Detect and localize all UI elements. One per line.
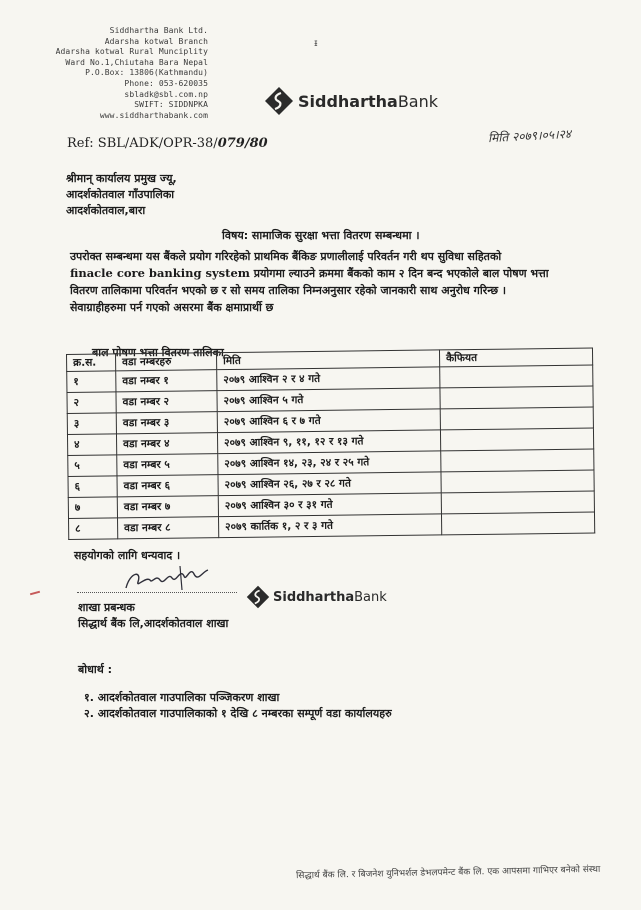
column-header-sn: क्र.स.: [67, 354, 116, 372]
cell-sn: ७: [68, 497, 117, 519]
cell-sn: २: [67, 392, 116, 414]
address-line: SWIFT: SIDDNPKA: [134, 100, 208, 110]
column-header-ward: वडा नम्बरहरु: [116, 353, 217, 371]
distribution-schedule-table: [66, 348, 595, 540]
cell-remarks: [441, 491, 594, 514]
bank-logo-header: [264, 86, 438, 116]
addressee-line: श्रीमान् कार्यालय प्रमुख ज्यू,: [66, 172, 177, 185]
cc-list: [84, 690, 392, 722]
cell-date: २०७९ आश्विन १४, २३, २४ र २५ गते: [218, 451, 441, 475]
cell-remarks: [440, 365, 593, 388]
cell-ward: वडा नम्बर ४: [116, 433, 217, 455]
cell-remarks: [441, 512, 594, 535]
cell-ward: वडा नम्बर २: [116, 391, 217, 413]
cell-date: २०७९ आश्विन ९, ११, १२ र १३ गते: [217, 430, 440, 454]
cell-sn: ३: [67, 413, 116, 435]
cell-date: २०७९ आश्विन ५ गते: [217, 388, 440, 412]
body-line: वितरण तालिकामा परिवर्तन भएको छ र सो समय तालिका निम्नअनुसार रहेको जानकारी साथ अनुरोध गरिन्छ ।: [70, 284, 507, 297]
address-line: Phone: 053-620035: [124, 78, 208, 88]
signature-line: [77, 592, 237, 593]
stray-mark: ᵻ: [314, 38, 318, 49]
addressee-line: आदर्शकोतवाल गाँउपालिका: [66, 188, 175, 201]
address-line: sbladk@sbl.com.np: [124, 89, 208, 99]
body-line: उपरोक्त सम्बन्धमा यस बैंकले प्रयोग गरिरहेको प्राथमिक बैंकिङ प्रणालीलाई परिवर्तन गरी थप सुविधा सहितको: [70, 250, 502, 263]
cell-sn: ८: [69, 518, 118, 540]
stray-red-mark: [30, 591, 40, 596]
cc-item: २. आदर्शकोतवाल गाउपालिकाको १ देखि ८ नम्बरका सम्पूर्ण वडा कार्यालयहरु: [84, 707, 392, 720]
cc-item: १. आदर्शकोतवाल गाउपालिका पञ्जिकरण शाखा: [84, 691, 280, 704]
address-line: Siddhartha Bank Ltd.: [109, 26, 208, 35]
column-header-date: मिति: [216, 350, 439, 370]
body-line: finacle core banking system प्रयोगमा ल्याउने क्रममा बैंकको काम २ दिन बन्द भएकोले बाल पोषण भत्ता: [70, 266, 549, 280]
cell-remarks: [440, 407, 593, 430]
letter-body: [70, 248, 610, 316]
cell-date: २०७९ कार्तिक १, २ र ३ गते: [218, 514, 441, 538]
footer-note: सिद्धार्थ बैंक लि. र बिजनेश युनिभर्शल डेभलपमेन्ट बैंक लि. एक आपसमा गाभिएर बनेको संस्था: [295, 864, 601, 882]
cell-ward: वडा नम्बर ५: [117, 454, 218, 476]
cc-title: बोधार्थ :: [78, 663, 113, 676]
address-line: www.siddharthabank.com: [99, 110, 208, 120]
cell-date: २०७९ आश्विन २ र ४ गते: [217, 367, 440, 391]
cell-remarks: [440, 386, 593, 409]
table-title: बाल पोषण भत्ता वितरण तालिका: [92, 346, 224, 359]
siddhartha-swirl-logo-icon: [264, 86, 294, 116]
column-header-remarks: कैफियत: [439, 348, 592, 367]
cell-ward: वडा नम्बर ७: [117, 496, 218, 518]
address-line: Adarsha kotwal Rural Munciplity: [55, 47, 208, 57]
cell-sn: ६: [68, 476, 117, 498]
handwritten-signature: [120, 562, 220, 594]
siddhartha-swirl-logo-icon: [246, 585, 270, 609]
cell-sn: ४: [67, 434, 116, 456]
cell-remarks: [441, 449, 594, 472]
signatory-title: शाखा प्रबन्धक: [78, 601, 135, 614]
bank-logo-text: SiddharthaBank: [273, 589, 387, 605]
reference-number: Ref: SBL/ADK/OPR-38/079/80: [67, 136, 268, 151]
cell-ward: वडा नम्बर ३: [116, 412, 217, 434]
cell-remarks: [440, 428, 593, 451]
bank-logo-signature: [246, 585, 387, 609]
cell-remarks: [441, 470, 594, 493]
signatory-block: [78, 600, 228, 632]
signatory-branch: सिद्धार्थ बैंक लि,आदर्शकोतवाल शाखा: [78, 617, 229, 630]
cell-date: २०७९ आश्विन २६, २७ र २८ गते: [218, 472, 441, 496]
cell-sn: १: [67, 371, 116, 393]
cell-date: २०७९ आश्विन ३० र ३१ गते: [218, 493, 441, 517]
address-line: Adarsha kotwal Branch: [104, 36, 208, 46]
bank-address-block: [30, 26, 208, 121]
addressee-block: [66, 171, 177, 219]
body-line: सेवाग्राहीहरुमा पर्न गएको असरमा बैंक क्षमाप्रार्थी छ: [70, 301, 274, 314]
letter-subject: विषय: सामाजिक सुरक्षा भत्ता वितरण सम्बन्धमा ।: [222, 229, 420, 242]
cell-sn: ५: [68, 455, 117, 477]
address-line: P.O.Box: 13806(Kathmandu): [85, 68, 208, 78]
letter-date: मिति २०७९।०५।२४: [487, 126, 572, 146]
cell-ward: वडा नम्बर ६: [117, 475, 218, 497]
cell-ward: वडा नम्बर ८: [118, 517, 219, 539]
bank-logo-text: SiddharthaBank: [298, 91, 439, 111]
cell-date: २०७९ आश्विन ६ र ७ गते: [217, 409, 440, 433]
address-line: Ward No.1,Chiutaha Bara Nepal: [65, 57, 208, 67]
addressee-line: आदर्शकोतवाल,बारा: [66, 204, 146, 217]
thanks-line: सहयोगको लागि धन्यवाद ।: [74, 549, 181, 562]
cell-ward: वडा नम्बर १: [116, 370, 217, 392]
